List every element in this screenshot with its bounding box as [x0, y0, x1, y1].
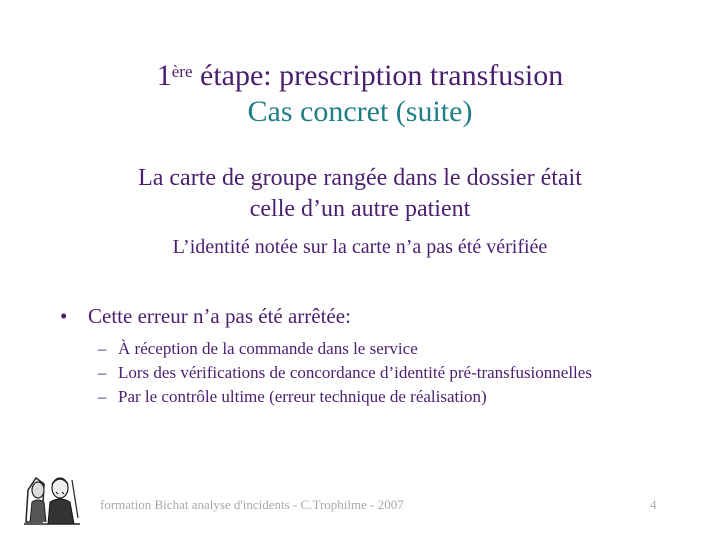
main-statement-line-2: celle d’un autre patient — [249, 196, 471, 222]
slide-title — [0, 58, 720, 130]
sub-statement: L’identité notée sur la carte n’a pas été vérifiée — [172, 236, 548, 258]
sub-bullet-item — [98, 386, 618, 407]
sketch-portrait-logo-icon — [22, 470, 82, 526]
bullet-item — [60, 304, 351, 329]
sub-bullet-text: À réception de la commande dans le service — [118, 339, 418, 358]
bullet-marker: • — [60, 304, 68, 328]
title-main-text: étape: prescription transfusion — [192, 59, 564, 92]
title-ordinal-superscript: ère — [171, 62, 193, 81]
sub-bullet-item — [98, 338, 618, 359]
dash-marker: – — [98, 363, 107, 382]
main-statement — [60, 163, 660, 225]
footer-text: formation Bichat analyse d'incidents - C.Trophilme - 2007 — [100, 497, 404, 512]
title-line-1 — [0, 58, 720, 94]
dash-marker: – — [98, 339, 107, 358]
dash-marker: – — [98, 387, 107, 406]
sub-bullet-item — [98, 362, 618, 383]
sub-bullet-list — [98, 338, 618, 410]
title-line-2: Cas concret (suite) — [247, 95, 473, 128]
sub-bullet-text: Lors des vérifications de concordance d’identité pré-transfusionnelles — [118, 363, 592, 382]
bullet-text: Cette erreur n’a pas été arrêtée: — [88, 304, 351, 328]
page-number: 4 — [650, 497, 657, 512]
title-ordinal: 1 — [156, 59, 172, 92]
main-statement-line-1: La carte de groupe rangée dans le dossier était — [138, 165, 582, 191]
sub-bullet-text: Par le contrôle ultime (erreur technique de réalisation) — [118, 387, 487, 406]
